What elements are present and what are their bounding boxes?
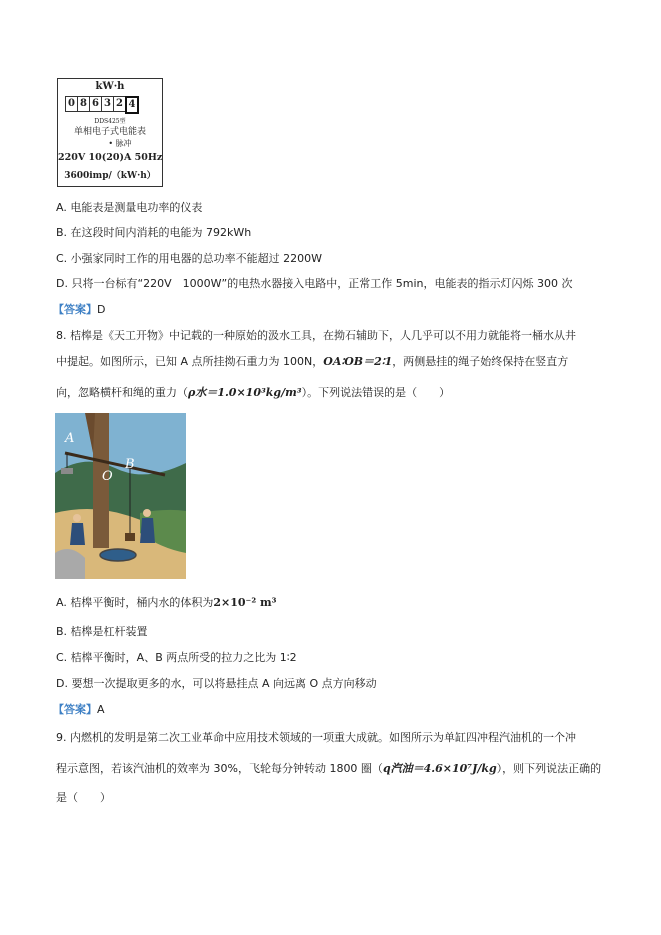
q8-option-c: C. 桔槔平衡时，A、B 两点所受的拉力之比为 1∶2: [56, 651, 297, 664]
q9-stem-text: ），则下列说法正确的: [496, 762, 602, 775]
electricity-meter-figure: [57, 78, 163, 187]
meter-type: 单相电子式电能表: [73, 127, 146, 137]
figure-label-b: B: [125, 457, 135, 472]
q8-stem-line3: [56, 386, 450, 400]
meter-digit: 0: [65, 96, 78, 112]
q8-stem-text: 向，忽略横杆和绳的重力（: [56, 386, 188, 399]
q8-option-d: D. 要想一次提取更多的水，可以将悬挂点 A 向远离 O 点方向移动: [56, 677, 377, 690]
q9-stem-line3: 是（ ）: [56, 791, 111, 804]
meter-constant: 3600imp/（kW·h）: [64, 171, 156, 181]
q9-stem-line2: [56, 762, 601, 776]
figure-label-o: O: [102, 469, 113, 484]
q7-option-a: A. 电能表是测量电功率的仪表: [56, 201, 203, 214]
volume-formula: 2×10⁻² m³: [213, 596, 277, 609]
meter-digit: 8: [77, 96, 90, 112]
q8-stem-text: ）。下列说法错误的是（ ）: [301, 386, 451, 399]
density-formula: ρ水＝1.0×10³kg/m³: [188, 386, 302, 399]
q8-answer: [53, 703, 105, 717]
q7-option-d: D. 只将一台标有“220V 1000W”的电热水器接入电路中，正常工作 5min，电能表的指示灯闪烁 300 次: [56, 277, 573, 290]
meter-digit: 2: [113, 96, 126, 112]
shadoof-drawing: [55, 413, 186, 579]
q8-option-a: [56, 596, 276, 610]
q7-option-c: C. 小强家同时工作的用电器的总功率不能超过 2200W: [56, 252, 323, 265]
answer-value: A: [97, 703, 105, 716]
q7-answer: [53, 303, 105, 317]
heat-value-formula: q汽油＝4.6×10⁷J/kg: [382, 762, 497, 775]
q8-option-b: B. 桔槔是杠杆装置: [56, 625, 148, 638]
meter-pulse: • 脉冲: [108, 139, 132, 148]
meter-unit: kW·h: [95, 81, 125, 92]
meter-digit: 4: [125, 96, 139, 114]
answer-label: 【答案】: [53, 703, 97, 716]
meter-digit: 6: [89, 96, 102, 112]
shadoof-illustration: [55, 413, 186, 579]
meter-rating: 220V 10(20)A 50Hz: [58, 152, 163, 163]
q8-stem-text: 中提起。如图所示，已知 A 点所挂拗石重力为 100N，: [56, 355, 324, 368]
meter-digits: [66, 96, 139, 114]
q7-option-b: B. 在这段时间内消耗的电能为 792kWh: [56, 226, 252, 239]
q9-stem-text: 程示意图，若该汽油机的效率为 30%，飞轮每分钟转动 1800 圈（: [56, 762, 383, 775]
answer-value: D: [97, 303, 106, 316]
meter-digit: 3: [101, 96, 114, 112]
q8-stem-line1: 8. 桔槔是《天工开物》中记载的一种原始的汲水工具，在拗石辅助下，人几乎可以不用力就能将一桶水从井: [56, 329, 576, 342]
q8-option-a-text: A. 桔槔平衡时，桶内水的体积为: [56, 596, 214, 609]
meter-model: DDS425型: [94, 118, 126, 125]
q9-stem-line1: 9. 内燃机的发明是第二次工业革命中应用技术领域的一项重大成就。如图所示为单缸四冲程汽油机的一个冲: [56, 731, 576, 744]
q8-stem-line2: [56, 355, 568, 369]
q8-stem-text: ，两侧悬挂的绳子始终保持在竖直方: [392, 355, 569, 368]
answer-label: 【答案】: [53, 303, 97, 316]
figure-label-a: A: [65, 431, 75, 446]
ratio-formula: OA∶OB＝2∶1: [323, 355, 393, 368]
